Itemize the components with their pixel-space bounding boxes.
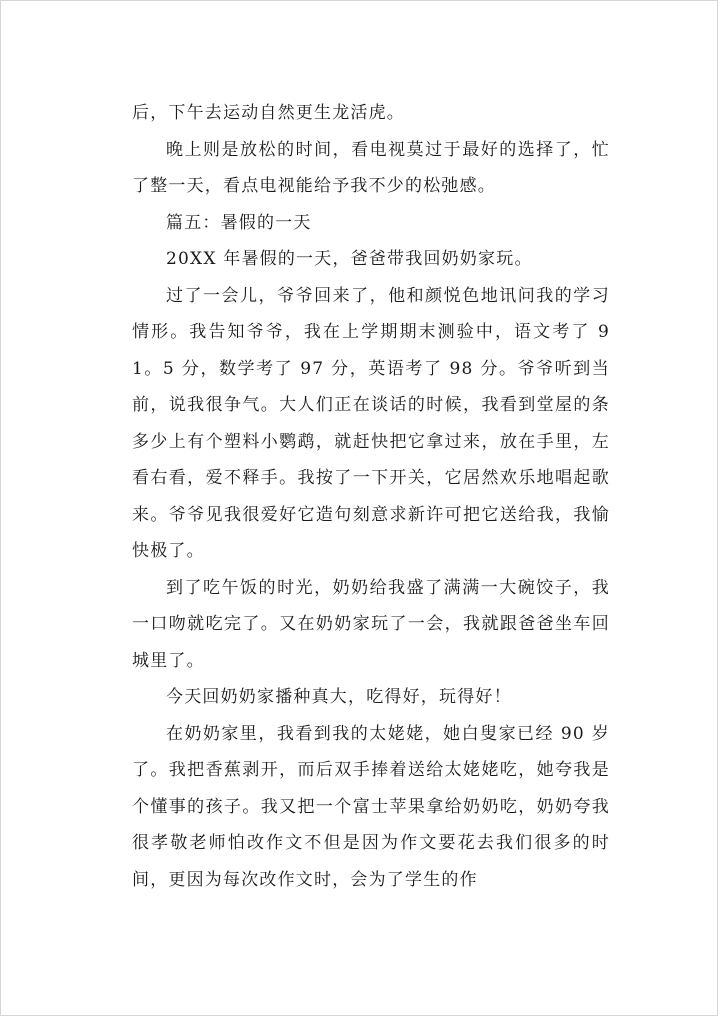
paragraph-5: 到了吃午饭的时光，奶奶给我盛了满满一大碗饺子，我一口吻就吃完了。又在奶奶家玩了一会，我就跟爸爸坐车回城里了。 bbox=[132, 577, 610, 671]
paragraph-4: 过了一会儿，爷爷回来了，他和颜悦色地讯问我的学习情形。我告知爷爷，我在上学期期末测验中，语文考了 91。5 分，数学考了 97 分，英语考了 98 分。爷爷听到当前，说我很争气。大人们正在谈话的时候，我看到堂屋的条多少上有个塑料小鹦鹉，就赶快把它拿过来，放在手里，左看右看，爱不释手。我按了一下开关，它居然欢乐地唱起歌来。爷爷见我很爱好它造句刻意求新许可把它送给我，我愉快极了。 bbox=[132, 285, 610, 561]
paragraph-3: 20XX 年暑假的一天，爸爸带我回奶奶家玩。 bbox=[166, 249, 533, 269]
paragraph-1: 后，下午去运动自然更生龙活虎。 bbox=[132, 103, 405, 123]
paragraph-6: 今天回奶奶家播种真大，吃得好，玩得好！ bbox=[166, 687, 512, 707]
paragraph-2: 晚上则是放松的时间，看电视莫过于最好的选择了，忙了整一天，看点电视能给予我不少的松弛感。 bbox=[132, 139, 610, 196]
section-heading: 篇五：暑假的一天 bbox=[166, 212, 312, 233]
document-body bbox=[132, 95, 610, 898]
paragraph-7: 在奶奶家里，我看到我的太姥姥，她白叟家已经 90 岁了。我把香蕉剥开，而后双手捧着送给太姥姥吃，她夸我是个懂事的孩子。我又把一个富士苹果拿给奶奶吃，奶奶夸我很孝敬老师怕改作文不但是因为作文要花去我们很多的时间，更因为每次改作文时，会为了学生的作 bbox=[132, 723, 610, 890]
